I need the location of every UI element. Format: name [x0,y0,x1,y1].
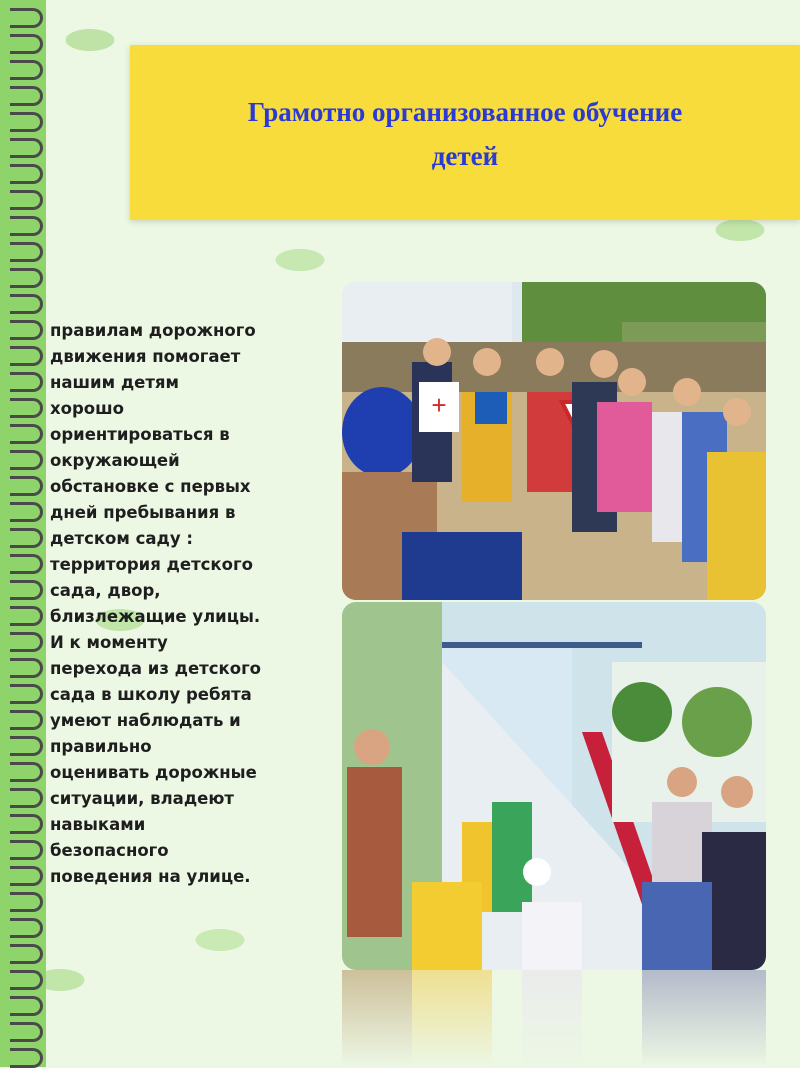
binding-ring [10,788,43,808]
binding-ring [10,320,43,340]
title-banner [130,45,800,220]
binding-ring [10,866,43,886]
page-title: Грамотно организованное обучение детей [247,97,683,171]
binding-ring [10,736,43,756]
binding-ring [10,34,43,54]
binding-ring [10,164,43,184]
photo-children-with-road-signs [342,282,766,600]
binding-ring [10,112,43,132]
binding-ring [10,190,43,210]
binding-ring [10,606,43,626]
binding-ring [10,424,43,444]
binding-ring [10,1022,43,1042]
binding-ring [10,216,43,236]
binding-ring [10,918,43,938]
binding-ring [10,502,43,522]
photo-reflection [342,970,766,1067]
binding-ring [10,944,43,964]
binding-ring [10,346,43,366]
binding-ring [10,528,43,548]
binding-ring [10,8,43,28]
photo-indoor-staircase [342,602,766,970]
spiral-binding [0,0,46,1067]
binding-ring [10,138,43,158]
binding-ring [10,632,43,652]
binding-ring [10,554,43,574]
binding-ring [10,840,43,860]
binding-ring [10,476,43,496]
binding-ring [10,294,43,314]
binding-ring [10,1048,43,1068]
binding-ring [10,710,43,730]
binding-ring [10,658,43,678]
binding-ring [10,372,43,392]
svg-text:+: + [431,390,447,420]
body-paragraph: правилам дорожного движения помогает нашим детям хорошо ориентироваться в окружающей обстановке с первых дней пребывания в детском саду : территория детского сада, двор, близлежащие улицы. И к моменту перехода из детского сада в школу ребята умеют наблюдать и правильно оценивать дорожные ситуации, владеют навыками безопасного поведения на улице. [50,321,262,886]
binding-ring [10,242,43,262]
binding-ring [10,86,43,106]
binding-ring [10,398,43,418]
binding-ring [10,892,43,912]
binding-ring [10,60,43,80]
binding-ring [10,450,43,470]
binding-ring [10,268,43,288]
binding-ring [10,814,43,834]
binding-ring [10,580,43,600]
binding-ring [10,762,43,782]
binding-ring [10,970,43,990]
binding-ring [10,996,43,1016]
binding-ring [10,684,43,704]
